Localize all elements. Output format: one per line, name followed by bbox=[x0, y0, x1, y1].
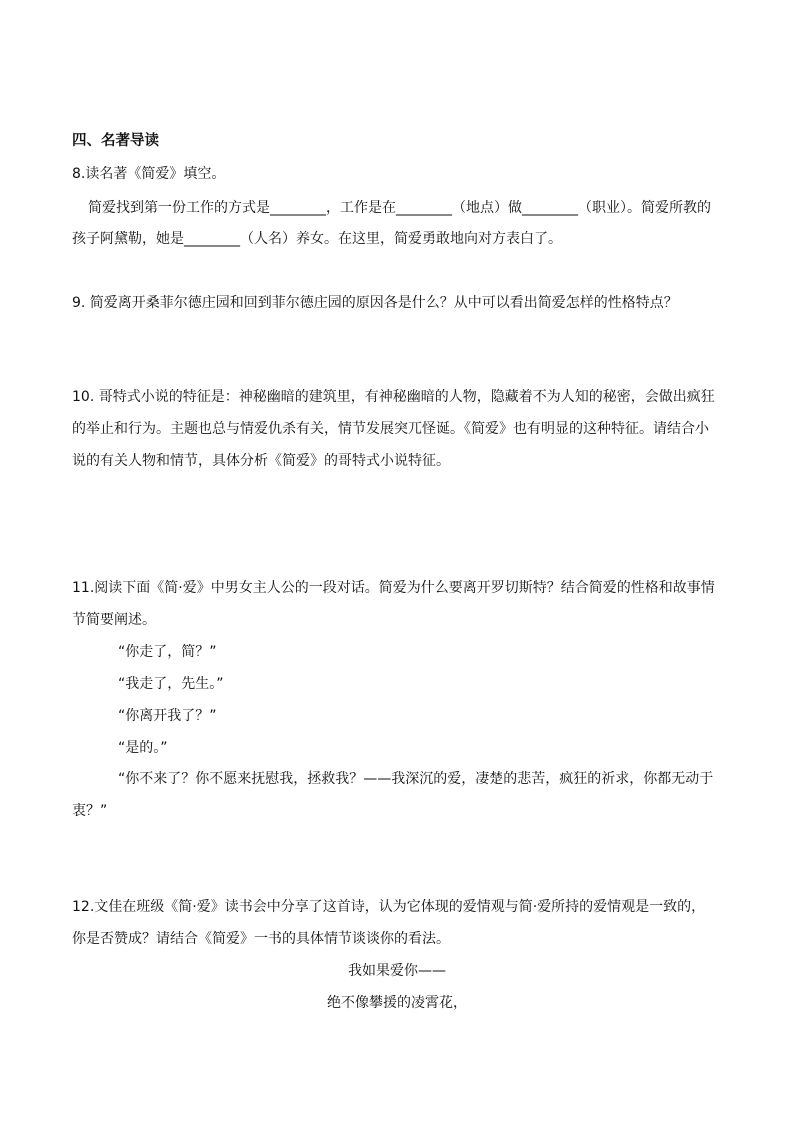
q8-line-2: 孩子阿黛勒，她是________（人名）养女。在这里，简爱勇敢地向对方表白了。 bbox=[72, 231, 562, 247]
q10-line-2: 的举止和行为。主题也总与情爱仇杀有关，情节发展突兀怪诞。《简爱》也有明显的这种特征。请结合小 bbox=[72, 421, 709, 437]
q9-text: 9. 简爱离开桑菲尔德庄园和回到菲尔德庄园的原因各是什么？从中可以看出简爱怎样的性格特点？ bbox=[72, 295, 678, 311]
q11-line-2: 节简要阐述。 bbox=[72, 612, 156, 628]
q8-line-1: 简爱找到第一份工作的方式是________，工作是在________（地点）做________（职业）。简爱所教的 bbox=[88, 200, 711, 216]
q11-dialogue-line: “你走了，简？” bbox=[118, 644, 217, 660]
q10-line-3: 说的有关人物和情节，具体分析《简爱》的哥特式小说特征。 bbox=[72, 453, 450, 469]
section-title: 四、名著导读 bbox=[72, 133, 159, 149]
q11-dialogue-end: 衷？” bbox=[72, 803, 108, 819]
q11-dialogue-line: “我走了，先生。” bbox=[118, 676, 224, 692]
q12-line-1: 12.文佳在班级《简·爱》读书会中分享了这首诗，认为它体现的爱情观与简·爱所持的爱情观是一致的， bbox=[72, 899, 706, 915]
q11-dialogue-line: “是的。” bbox=[118, 740, 168, 756]
q12-line-2: 你是否赞成？请结合《简爱》一书的具体情节谈谈你的看法。 bbox=[72, 931, 450, 947]
q11-dialogue-line: “你离开我了？” bbox=[118, 708, 217, 724]
q8-prompt: 8.读名著《简爱》填空。 bbox=[72, 166, 226, 182]
q11-line-1: 11.阅读下面《简·爱》中男女主人公的一段对话。简爱为什么要离开罗切斯特？结合简爱的性格和故事情 bbox=[72, 580, 715, 596]
poem-line: 绝不像攀援的凌霄花， bbox=[327, 995, 467, 1011]
q10-line-1: 10. 哥特式小说的特征是：神秘幽暗的建筑里，有神秘幽暗的人物，隐藏着不为人知的秘密，会做出疯狂 bbox=[72, 389, 715, 405]
q11-dialogue-line: “你不来了？你不愿来抚慰我，拯救我？——我深沉的爱，凄楚的悲苦，疯狂的祈求，你都无动于 bbox=[118, 771, 714, 787]
poem-line: 我如果爱你—— bbox=[348, 963, 446, 979]
